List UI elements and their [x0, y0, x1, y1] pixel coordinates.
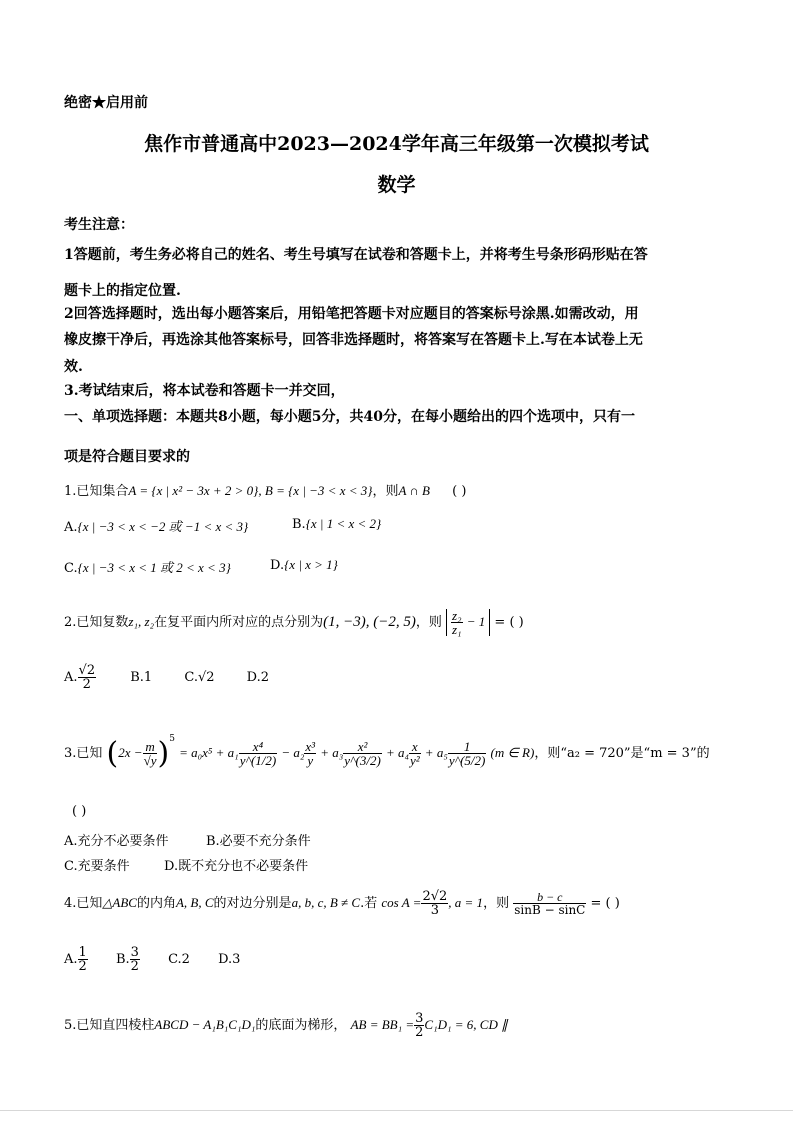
q4-cos-frac [421, 890, 448, 917]
q2-tail: − 1 [466, 614, 486, 629]
q1-option-b-text: {x | 1 < x < 2} [305, 516, 382, 531]
q4-option-b [115, 945, 140, 974]
q3-term2 [304, 740, 316, 767]
q4-a-eq: , a = 1 [448, 895, 484, 910]
q3-lhs-num: m [143, 740, 158, 754]
q4-option-a-frac [78, 946, 88, 973]
q3-term5 [448, 740, 487, 767]
q1-answer-paren: ( ) [452, 484, 467, 499]
q1-option-d [270, 557, 338, 573]
q2-abs-expr [446, 609, 490, 636]
q3-option-b: B.必要不充分条件 [206, 834, 311, 849]
notice-item2-line1: 2回答选择题时，选出每小题答案后，用铅笔把答题卡对应题目的答案标号涂黑.如需改动，用 [64, 306, 639, 322]
q3-term1 [239, 740, 278, 767]
q3-term2-den: y [307, 753, 314, 768]
q3-lhs-den: √y [143, 753, 157, 768]
q3-op5: + a₅ [424, 745, 448, 760]
q4-angles: A, B, C [175, 895, 214, 910]
q2-then: ，则 [415, 615, 442, 630]
q2-option-a-frac [78, 664, 97, 691]
notice-item3: 3.考试结束后，将本试卷和答题卡一并交回， [64, 383, 345, 399]
q4-prefix: 4.已知 [64, 896, 103, 911]
q4-option-b-label: B. [115, 952, 130, 967]
q3-term2-num: x³ [305, 739, 316, 754]
q3-left-paren: ( [106, 736, 119, 771]
q3-term5-num: 1 [448, 740, 487, 754]
q3-lhs-frac [143, 740, 158, 767]
q2-option-a-num: √2 [78, 663, 96, 678]
q3-lhs-a: 2x − [118, 745, 143, 760]
q4-options [64, 946, 240, 973]
q1-set-a: A = {x | x² − 3x + 2 > 0} [128, 483, 259, 498]
q2-option-c-label: C. [184, 670, 198, 685]
q5-frac-den: 2 [415, 1025, 424, 1040]
q4-then: ，则 [483, 896, 510, 911]
q2-option-a-label: A. [64, 670, 78, 685]
q5-mid: 的底面为梯形， [255, 1018, 347, 1033]
question-1 [64, 480, 466, 499]
q1-set-b: , B = {x | −3 < x < 3} [258, 483, 373, 498]
q2-mid: 在复平面内所对应的点分别为 [154, 615, 324, 630]
q5-fraction [414, 1012, 424, 1039]
notice-item1-line2: 题卡上的指定位置. [64, 283, 181, 299]
notice-heading: 考生注意： [64, 217, 134, 233]
q5-expr2: C₁D₁ = 6, CD ∥ [424, 1017, 508, 1032]
q4-eq: = [590, 896, 602, 911]
q3-option-d: D.既不充分也不必要条件 [164, 859, 309, 874]
q4-mid1: 的内角 [136, 896, 176, 911]
q1-option-a [64, 516, 248, 535]
q1-option-c [64, 557, 231, 576]
q1-option-d-label: D. [270, 558, 285, 573]
q5-frac-num: 3 [415, 1011, 424, 1026]
q3-op2: − a₂ [281, 745, 305, 760]
q3-answer-paren: ( ) [72, 804, 87, 819]
q3-prefix: 3.已知 [64, 746, 103, 761]
question-5 [64, 1012, 508, 1039]
q2-eq: = [494, 615, 506, 630]
notice-item2-line2: 橡皮擦干净后，再选涂其他答案标号，回答非选择题时，将答案写在答题卡上.写在本试卷上无 [64, 332, 643, 348]
q2-points: (1, −3), (−2, 5) [323, 614, 416, 630]
q2-option-c [184, 670, 214, 685]
notice-item2-line3: 效. [64, 359, 83, 375]
q1-option-c-label: C. [64, 561, 78, 576]
q1-then: ，则 [372, 484, 399, 499]
q2-answer-paren: ( ) [509, 615, 524, 630]
q2-fraction [451, 609, 463, 636]
q4-option-c: C.2 [168, 952, 190, 967]
q1-option-b-label: B. [292, 517, 306, 532]
q4-fraction [513, 891, 586, 916]
q3-term3-num: x² [343, 740, 382, 754]
q4-mid2: 的对边分别是 [213, 896, 292, 911]
q3-condition: (m ∈ R) [490, 745, 535, 760]
q3-option-a: A.充分不必要条件 [64, 834, 169, 849]
q4-option-a-den: 2 [78, 959, 87, 974]
q2-option-d: D.2 [246, 670, 270, 685]
q1-expr: A ∩ B [398, 483, 430, 498]
q2-option-c-text: √2 [197, 670, 215, 685]
q1-prefix: 1.已知集合 [64, 484, 129, 499]
q4-sides: a, b, c, B ≠ C [291, 895, 361, 910]
q5-prefix: 5.已知直四棱柱 [64, 1018, 155, 1033]
q3-term1-num: x⁴ [239, 740, 278, 754]
q3-exponent: 5 [169, 734, 175, 744]
q5-prism: ABCD − A₁B₁C₁D₁ [154, 1017, 256, 1032]
q3-term3 [343, 740, 382, 767]
section1-line1: 一、单项选择题：本题共8小题，每小题5分，共40分，在每小题给出的四个选项中，只有一 [64, 409, 635, 425]
q1-option-a-text: {x | −3 < x < −2 或 −1 < x < 3} [77, 519, 249, 534]
q1-option-d-text: {x | x > 1} [284, 557, 338, 572]
q4-option-a-label: A. [64, 952, 78, 967]
q4-cos-num: 2√2 [422, 889, 448, 904]
q3-op4: + a₄ [385, 745, 409, 760]
q4-option-b-den: 2 [130, 959, 139, 974]
q3-term4 [409, 740, 421, 767]
question-4 [64, 890, 620, 917]
notice-item1-line1: 1答题前，考生务必将自己的姓名、考生号填写在试卷和答题卡上，并将考生号条形码形贴在答 [64, 247, 648, 263]
q1-option-a-label: A. [64, 520, 78, 535]
q1-option-c-text: {x | −3 < x < 1 或 2 < x < 3} [77, 560, 231, 575]
q3-then: ，则“a₂ = 720”是“m = 3”的 [534, 746, 710, 761]
q5-expr1: AB = BB₁ = [350, 1017, 415, 1032]
q2-option-a-den: 2 [82, 677, 91, 692]
page-bottom-rule [0, 1110, 793, 1111]
q3-term5-den: y^(5/2) [448, 753, 486, 768]
q2-frac-den: z₁ [451, 622, 462, 637]
q3-eq: = a₀x⁵ + a₁ [179, 745, 239, 760]
q2-options [64, 664, 269, 691]
q4-option-d: D.3 [218, 952, 241, 967]
q3-term3-den: y^(3/2) [344, 753, 381, 768]
q2-option-b: B.1 [130, 670, 153, 685]
q4-frac-den: sinB − sinC [514, 903, 586, 917]
q3-op3: + a₃ [320, 745, 344, 760]
q4-answer-paren: ( ) [605, 896, 620, 911]
q2-vars: z₁, z₂ [128, 614, 155, 629]
q3-term4-num: x [409, 740, 421, 754]
q4-if: .若 [360, 896, 378, 911]
q1-option-b [292, 516, 381, 532]
secret-mark: 绝密★启用前 [64, 95, 148, 111]
section1-line2: 项是符合题目要求的 [64, 449, 190, 465]
q3-term1-den: y^(1/2) [239, 753, 277, 768]
q2-prefix: 2.已知复数 [64, 615, 129, 630]
q4-option-b-num: 3 [130, 945, 139, 960]
q2-frac-num: z₂ [451, 608, 462, 623]
q3-option-c: C.充要条件 [64, 859, 130, 874]
q4-option-b-frac [130, 946, 140, 973]
q3-right-paren: ) [157, 736, 170, 771]
q3-term4-den: y² [409, 753, 420, 768]
q4-cos-den: 3 [430, 903, 439, 918]
q4-triangle: △ABC [102, 895, 137, 910]
q2-option-a [64, 663, 96, 692]
question-2 [64, 609, 524, 636]
q4-frac-num: b − c [513, 891, 586, 904]
q4-cos: cos A = [381, 895, 422, 910]
q4-option-a-num: 1 [78, 945, 87, 960]
exam-subject: 数学 [377, 174, 416, 196]
question-3 [64, 734, 710, 771]
q4-option-a [64, 945, 88, 974]
exam-title: 焦作市普通高中2023—2024学年高三年级第一次模拟考试 [144, 133, 649, 155]
